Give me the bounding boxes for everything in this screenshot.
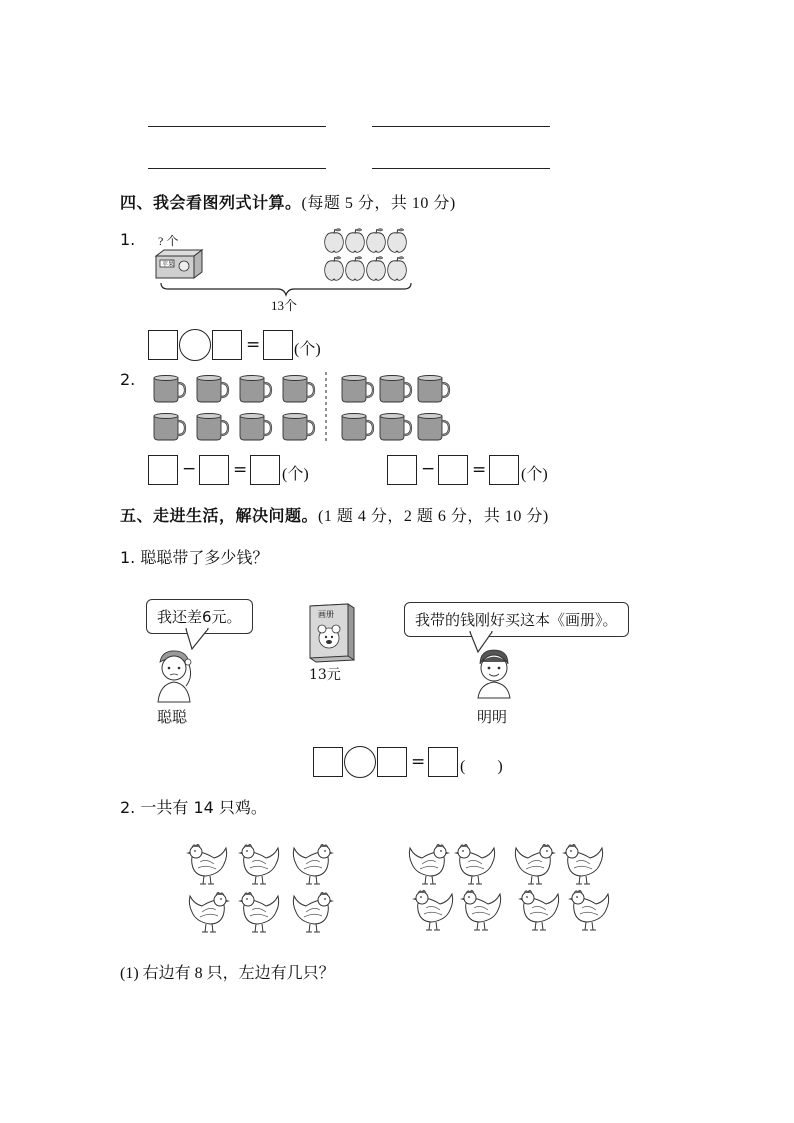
answer-box-4[interactable] xyxy=(148,455,178,485)
cup-icon xyxy=(418,376,449,403)
total-label: 13个 xyxy=(271,298,298,313)
cup-icon xyxy=(342,414,373,441)
answer-line-2 xyxy=(372,126,550,127)
chicken-icon xyxy=(568,890,609,930)
chicken-icon xyxy=(409,844,450,884)
answer-box-12[interactable] xyxy=(428,747,458,777)
cup-icon xyxy=(240,376,271,403)
chicken-icon xyxy=(186,844,227,884)
cup-group xyxy=(150,372,450,444)
chicken-icon xyxy=(460,890,501,930)
apple-icon xyxy=(388,257,407,281)
cup-icon xyxy=(283,414,314,441)
chicken-icon xyxy=(562,844,603,884)
chicken-icon xyxy=(293,844,334,884)
answer-line-4 xyxy=(372,168,550,169)
q4-2-number: 2. xyxy=(120,370,136,389)
answer-line-1 xyxy=(148,126,326,127)
total-brace xyxy=(160,282,412,296)
boy-thinking-icon xyxy=(152,648,196,702)
apple-icon xyxy=(325,229,344,253)
minus-sign-2: − xyxy=(421,459,436,479)
section-4-heading xyxy=(120,190,456,213)
name-left: 聪聪 xyxy=(157,708,188,726)
chicken-icon xyxy=(293,892,334,932)
cup-icon xyxy=(418,414,449,441)
answer-box-8[interactable] xyxy=(438,455,468,485)
q4-1-number: 1. xyxy=(120,230,136,249)
speech-bubble-right: 我带的钱刚好买这本《画册》。 xyxy=(404,602,629,637)
apple-group xyxy=(324,228,414,286)
answer-box-2[interactable] xyxy=(212,330,242,360)
unit-blank: ( ) xyxy=(460,758,503,775)
q5-2-text: 2. 一共有 14 只鸡。 xyxy=(120,798,267,817)
name-right: 明明 xyxy=(477,708,508,726)
equals-sign-3: = xyxy=(472,460,487,480)
cup-icon xyxy=(197,414,228,441)
answer-box-7[interactable] xyxy=(387,455,417,485)
apple-icon xyxy=(388,229,407,253)
cup-icon xyxy=(197,376,228,403)
chicken-icon xyxy=(412,890,453,930)
apple-icon xyxy=(346,257,365,281)
section-5-note: (1 题 4 分，2 题 6 分，共 10 分) xyxy=(318,508,549,525)
minus-sign-1: − xyxy=(182,459,197,479)
question-count-label: ? 个 xyxy=(158,234,179,248)
q5-1-text: 1. 聪聪带了多少钱？ xyxy=(120,548,269,567)
chicken-group xyxy=(186,838,626,938)
chicken-icon xyxy=(518,890,559,930)
answer-box-10[interactable] xyxy=(313,747,343,777)
apple-icon xyxy=(367,257,386,281)
dashed-divider xyxy=(325,372,327,442)
speech-bubble-left: 我还差6元。 xyxy=(146,599,253,634)
answer-box-1[interactable] xyxy=(148,330,178,360)
boy-smiling-icon xyxy=(472,648,516,698)
answer-box-11[interactable] xyxy=(377,747,407,777)
cup-icon xyxy=(240,414,271,441)
chicken-icon xyxy=(238,844,279,884)
unit-label-2: (个) xyxy=(282,466,309,483)
q5-2-sub1: (1) 右边有 8 只，左边有几只？ xyxy=(120,965,335,982)
chicken-icon xyxy=(454,844,495,884)
apple-box-label: 苹果 xyxy=(162,261,175,268)
section-4-note: (每题 5 分，共 10 分) xyxy=(301,195,456,212)
cup-icon xyxy=(380,376,411,403)
section-4-title: 四、我会看图列式计算。 xyxy=(120,193,302,212)
answer-box-6[interactable] xyxy=(250,455,280,485)
answer-box-3[interactable] xyxy=(263,330,293,360)
apple-icon xyxy=(325,257,344,281)
equals-sign-2: = xyxy=(233,460,248,480)
apple-icon xyxy=(367,229,386,253)
equals-sign-4: = xyxy=(411,752,426,772)
answer-box-5[interactable] xyxy=(199,455,229,485)
cup-icon xyxy=(283,376,314,403)
cup-icon xyxy=(380,414,411,441)
section-5-title: 五、走进生活，解决问题。 xyxy=(120,506,319,525)
chicken-icon xyxy=(515,844,556,884)
equals-sign: = xyxy=(246,335,261,355)
cup-icon xyxy=(154,414,185,441)
cup-icon xyxy=(342,376,373,403)
operator-circle[interactable] xyxy=(179,329,211,361)
unit-label-3: (个) xyxy=(521,466,548,483)
chicken-icon xyxy=(189,892,230,932)
answer-box-9[interactable] xyxy=(489,455,519,485)
apple-icon xyxy=(346,229,365,253)
operator-circle-2[interactable] xyxy=(344,746,376,778)
chicken-icon xyxy=(238,892,279,932)
answer-line-3 xyxy=(148,168,326,169)
unit-label: (个) xyxy=(294,341,321,358)
section-5-heading xyxy=(120,503,549,526)
book-title-label: 画册 xyxy=(318,610,334,619)
cup-icon xyxy=(154,376,185,403)
book-price: 13元 xyxy=(309,667,341,683)
